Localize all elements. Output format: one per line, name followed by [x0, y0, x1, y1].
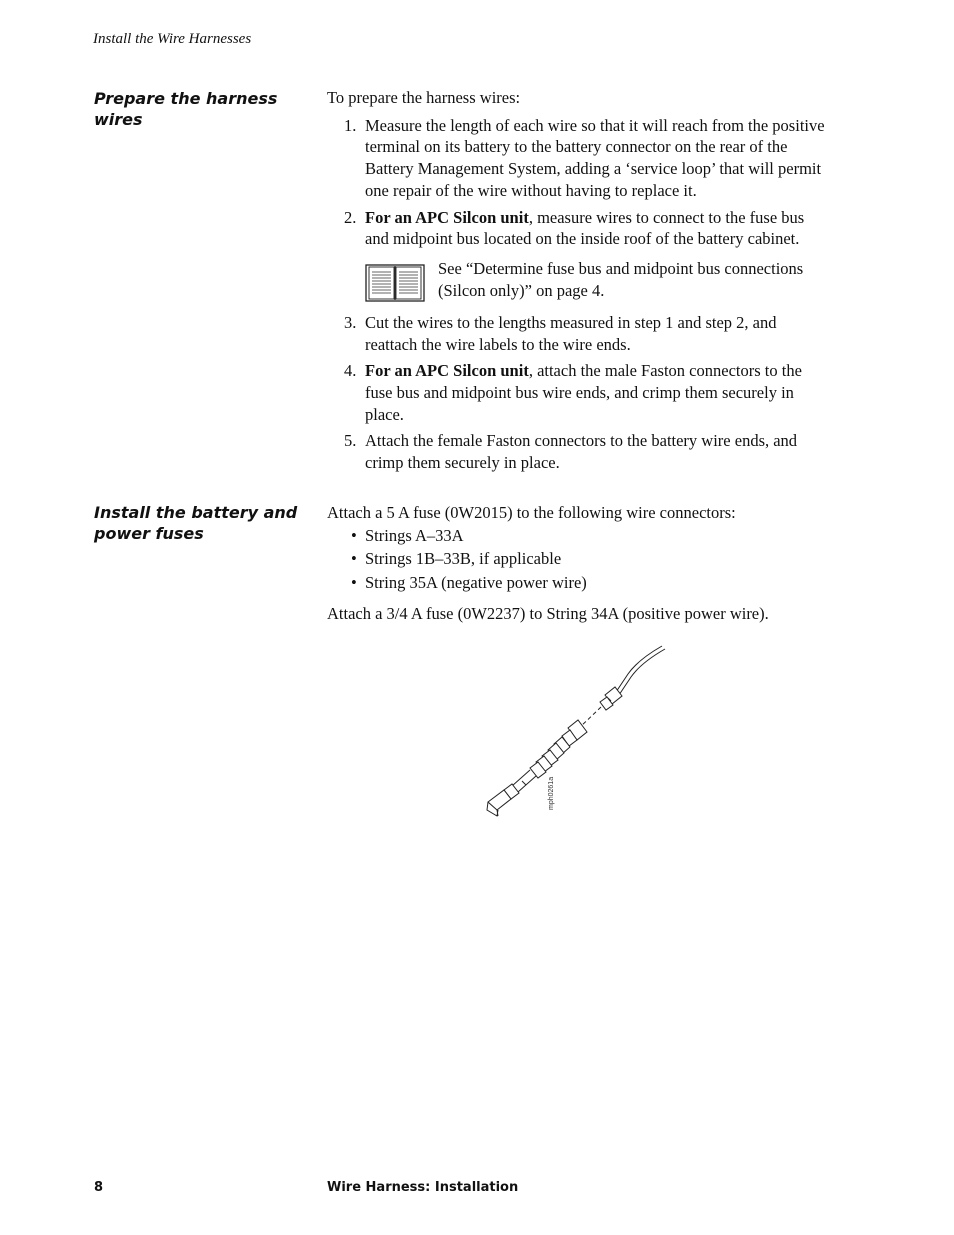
note-text: See “Determine fuse bus and midpoint bus connections (Silcon only)” on page 4.: [438, 258, 804, 300]
step-number: 5.: [344, 431, 357, 451]
section-heading-prepare-wires: Prepare the harness wires: [94, 89, 278, 129]
list-item: [327, 525, 827, 547]
book-icon: [365, 264, 425, 308]
section-heading-install-fuses: Install the battery and power fuses: [94, 503, 298, 543]
list-item: [327, 207, 827, 250]
bullet-icon: •: [351, 573, 357, 593]
bullet-text: Strings 1B–33B, if applicable: [365, 549, 562, 569]
step-number: 3.: [344, 312, 357, 332]
list-item: [327, 430, 827, 473]
figure-code: mph0261a: [548, 776, 555, 810]
step-emphasis: For an APC Silcon unit: [365, 207, 529, 227]
running-head: Install the Wire Harnesses: [93, 31, 252, 47]
step-text: Measure the length of each wire so that it will reach from the positive terminal on its battery to the battery connector on the rear of the Battery Management System, adding a ‘service loop’ that will permit one repair of the wire without having to replace it.: [365, 115, 825, 200]
bullet-text: Strings A–33A: [365, 525, 464, 545]
step-number: 2.: [344, 207, 357, 227]
footer-title: Wire Harness: Installation: [327, 1180, 519, 1195]
closing-text: Attach a 3/4 A fuse (0W2237) to String 34A (positive power wire).: [327, 603, 769, 623]
fuse-wire-illustration: [470, 640, 670, 830]
step-number: 4.: [344, 361, 357, 381]
step-number: 1.: [344, 115, 357, 135]
section-intro: To prepare the harness wires:: [327, 88, 521, 107]
list-item: [327, 312, 827, 355]
step-text: Cut the wires to the lengths measured in step 1 and step 2, and reattach the wire labels to the wire ends.: [365, 312, 777, 354]
section-intro: Attach a 5 A fuse (0W2015) to the following wire connectors:: [327, 503, 736, 522]
steps-list: [327, 115, 827, 250]
list-item: [327, 548, 827, 570]
steps-list-continued: [327, 312, 827, 474]
bullet-icon: •: [351, 549, 357, 569]
section-body-prepare-wires: [327, 87, 827, 479]
section-body-install-fuses: [327, 502, 827, 625]
bullet-icon: •: [351, 525, 357, 545]
list-item: [327, 115, 827, 202]
step-text: Attach the female Faston connectors to the battery wire ends, and crimp them securely in place.: [365, 431, 798, 473]
step-emphasis: For an APC Silcon unit: [365, 361, 529, 381]
page-number: 8: [94, 1180, 104, 1195]
list-item: [327, 572, 827, 594]
step-text: , measure wires to connect to the fuse bus and midpoint bus located on the inside roof of the battery cabinet.: [365, 207, 805, 249]
bullet-list: [327, 525, 827, 594]
bullet-text: String 35A (negative power wire): [365, 573, 587, 593]
step-text: , attach the male Faston connectors to the fuse bus and midpoint bus wire ends, and crimp them securely in place.: [365, 361, 802, 424]
list-item: [327, 360, 827, 425]
cross-reference-note: [327, 258, 827, 302]
